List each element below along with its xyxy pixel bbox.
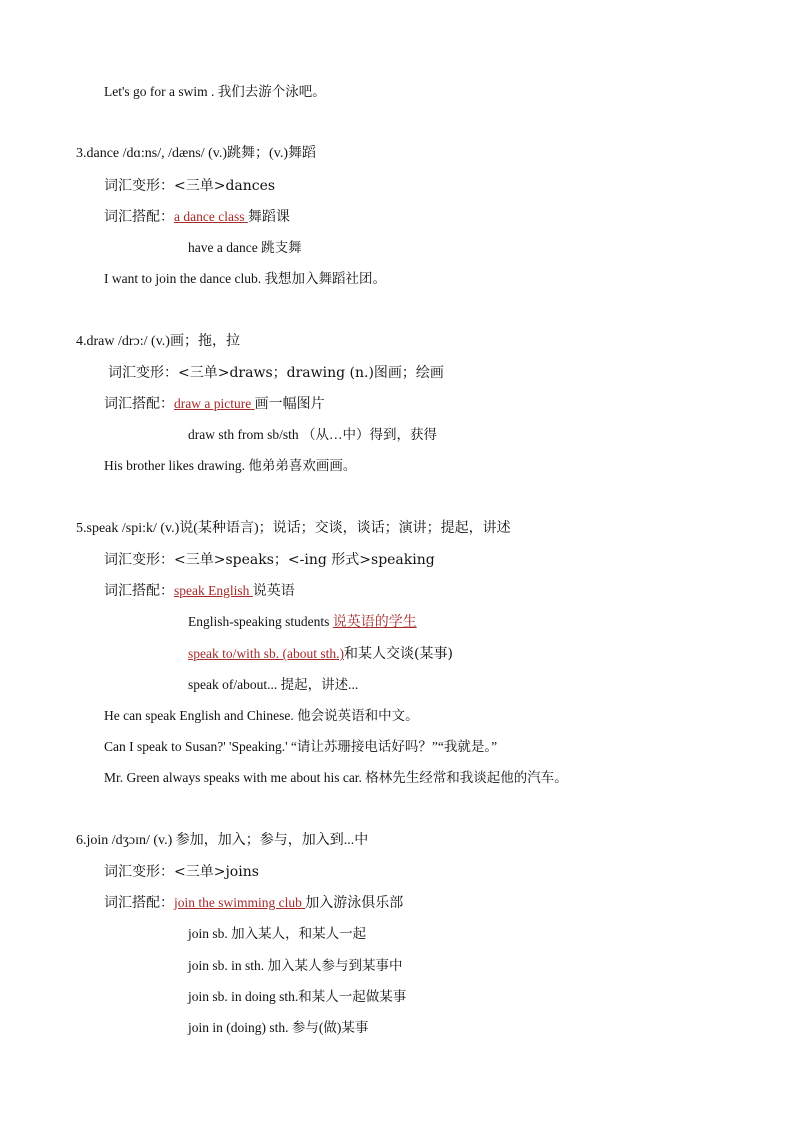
collocation-phrase: English-speaking students: [188, 614, 333, 629]
example-speak-3: Mr. Green always speaks with me about his car. 格林先生经常和我谈起他的汽车。: [104, 770, 568, 785]
collocation-highlight: 说英语的学生: [332, 614, 417, 630]
collocation-highlight: draw a picture: [174, 396, 255, 411]
collocation-row-join-2: join sb. 加入某人，和某人一起: [188, 926, 367, 941]
collocation-meaning: 和某人交谈(某事): [343, 646, 453, 662]
forms-value: <三单>draws；drawing (n.)图画；绘画: [178, 365, 444, 381]
collocation-row-draw-2: draw sth from sb/sth （从…中）得到，获得: [188, 427, 437, 442]
collocations-label: 词汇搭配：: [104, 895, 174, 911]
forms-value: <三单>speaks；<-ing 形式>speaking: [174, 552, 435, 568]
example-speak-2: Can I speak to Susan?' 'Speaking.' “请让苏珊接电话好吗？”“我就是。”: [104, 739, 498, 754]
forms-value: <三单>joins: [174, 864, 259, 880]
collocation-highlight: join the swimming club: [174, 895, 306, 910]
example-speak-1: He can speak English and Chinese. 他会说英语和中文。: [104, 708, 419, 723]
collocation-row-join-3: join sb. in sth. 加入某人参与到某事中: [188, 958, 403, 973]
forms-label: 词汇变形：: [104, 178, 174, 194]
forms-label: 词汇变形：: [104, 864, 174, 880]
forms-row-join: [104, 863, 259, 881]
collocation-meaning: 加入游泳俱乐部: [305, 895, 404, 911]
forms-value: <三单>dances: [174, 178, 276, 194]
collocation-row-dance-1: [104, 208, 290, 226]
collocation-highlight: speak English: [174, 583, 253, 598]
forms-label: 词汇变形：: [104, 552, 174, 568]
entry-head-join: 6.join /dʒɔɪn/ (v.) 参加，加入；参与，加入到...中: [76, 833, 369, 848]
collocation-highlight: speak to/with sb. (about sth.): [188, 646, 344, 661]
collocation-row-speak-4: speak of/about... 提起，讲述...: [188, 677, 359, 692]
collocation-row-draw-1: [104, 395, 325, 413]
collocation-row-dance-2: have a dance 跳支舞: [188, 240, 302, 255]
collocation-row-speak-2: [188, 613, 417, 631]
example-dance: I want to join the dance club. 我想加入舞蹈社团。: [104, 271, 386, 286]
collocation-meaning: 舞蹈课: [247, 209, 290, 225]
entry-head-draw: 4.draw /drɔ:/ (v.)画；拖，拉: [76, 334, 240, 349]
collocation-row-speak-1: [104, 582, 295, 600]
example-draw: His brother likes drawing. 他弟弟喜欢画画。: [104, 458, 357, 473]
collocation-row-join-5: join in (doing) sth. 参与(做)某事: [188, 1020, 369, 1035]
collocation-row-join-1: [104, 894, 403, 912]
entry-head-speak: 5.speak /spi:k/ (v.)说(某种语言)；说话；交谈，谈话；演讲；提起，讲述: [76, 521, 511, 536]
collocation-meaning: 说英语: [252, 583, 295, 599]
forms-label: 词汇变形：: [108, 365, 178, 381]
forms-row-dance: [104, 177, 275, 195]
collocation-row-join-4: join sb. in doing sth.和某人一起做某事: [188, 989, 407, 1004]
collocation-highlight: a dance class: [174, 209, 248, 224]
forms-row-speak: [104, 551, 435, 569]
entry-head-dance: 3.dance /dɑ:ns/, /dæns/ (v.)跳舞；(v.)舞蹈: [76, 146, 316, 161]
collocation-meaning: 画一幅图片: [254, 396, 325, 412]
forms-row-draw: [108, 364, 444, 382]
collocations-label: 词汇搭配：: [104, 583, 174, 599]
intro-sentence: Let's go for a swim . 我们去游个泳吧。: [104, 84, 326, 99]
collocations-label: 词汇搭配：: [104, 396, 174, 412]
collocation-row-speak-3: [188, 645, 453, 663]
collocations-label: 词汇搭配：: [104, 209, 174, 225]
